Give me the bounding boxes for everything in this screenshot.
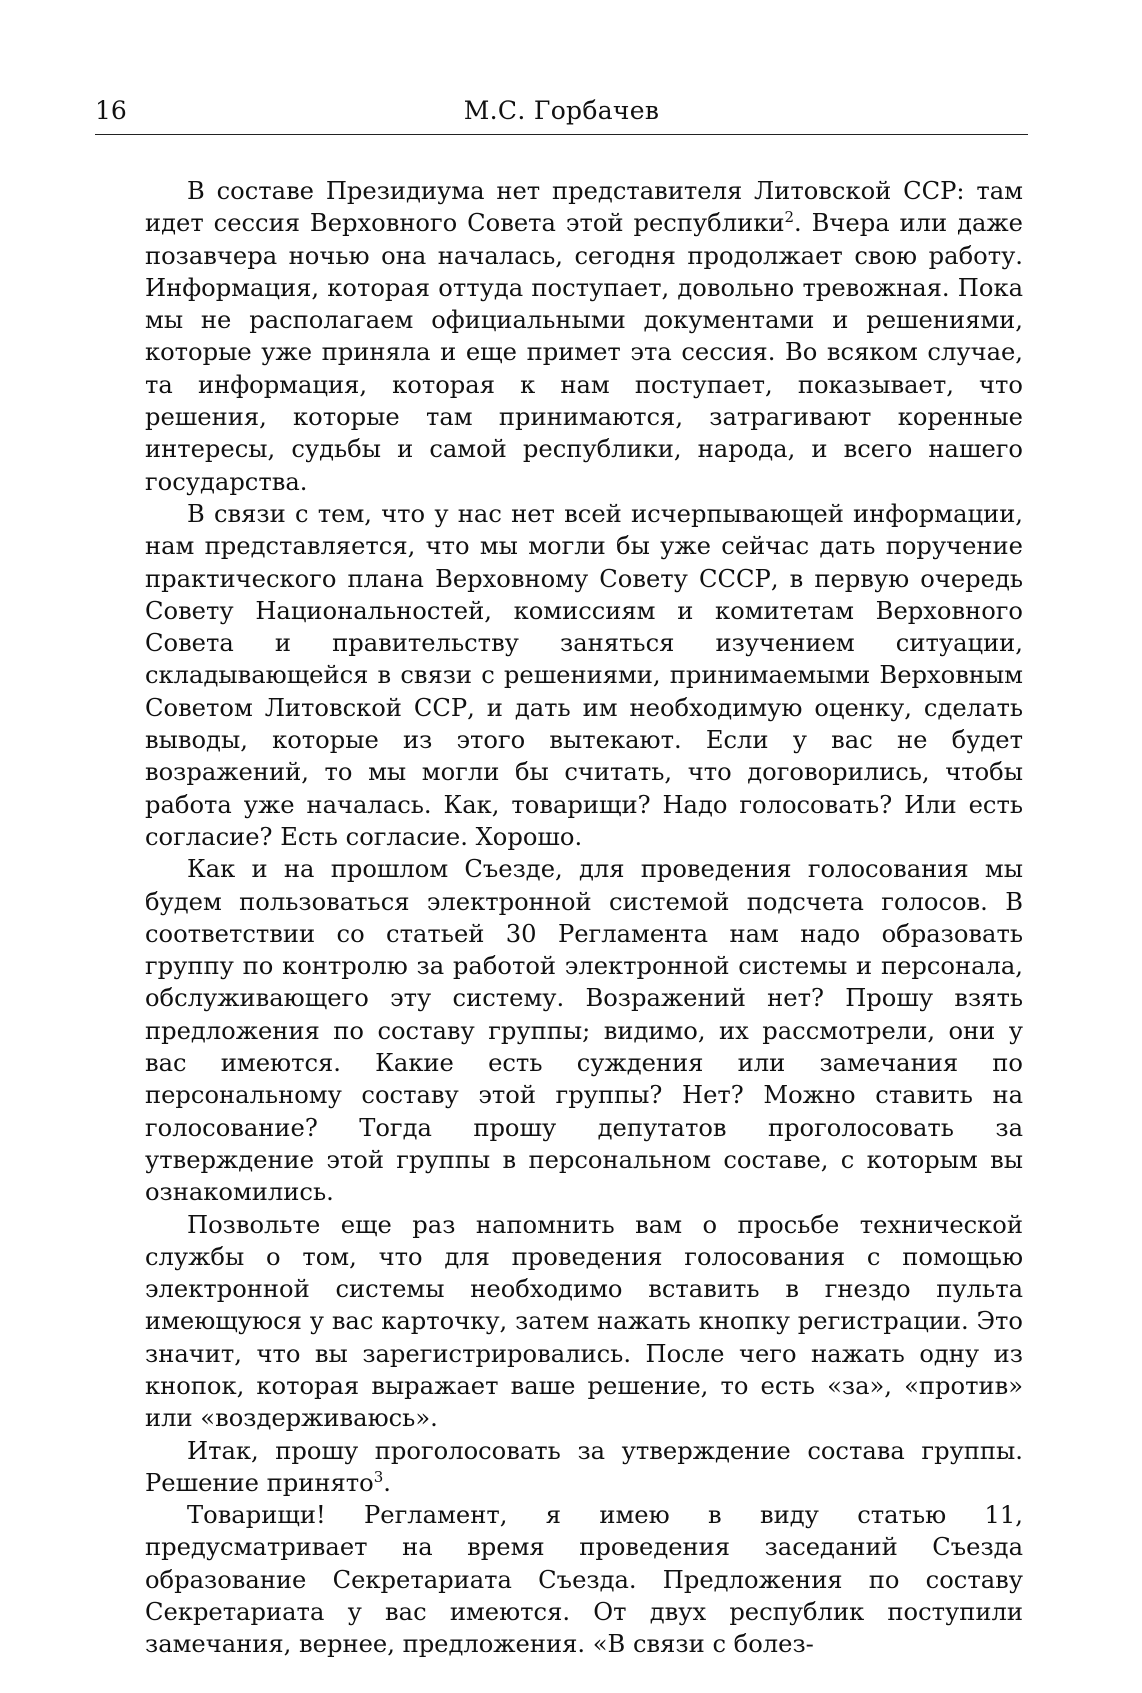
page-number: 16 [95, 96, 127, 125]
paragraph-5-text: Итак, прошу проголосовать за утверждение состава группы. Решение принято [145, 1436, 1023, 1497]
main-text [145, 175, 1023, 1661]
footnote-marker-3[interactable]: 3 [373, 1467, 384, 1486]
paragraph-1 [145, 175, 1023, 498]
paragraph-2: В связи с тем, что у нас нет всей исчерпывающей информации, нам представляется, что мы могли бы уже сейчас дать поручение практического плана Верховному Совету СССР, в первую очередь Совету Национальностей, комиссиям и комитетам Верховного Совета и правительству заняться изучением ситуации, складывающейся в связи с решениями, принимаемыми Верховным Советом Литовской ССР, и дать им необходимую оценку, сделать выводы, которые из этого вытекают. Если у вас не будет возражений, то мы могли бы считать, что договорились, чтобы работа уже началась. Как, товарищи? Надо голосовать? Или есть согласие? Есть согласие. Хорошо. [145, 499, 1023, 851]
paragraph-6: Товарищи! Регламент, я имею в виду статью 11, предусматривает на время проведения заседаний Съезда образование Секретариата Съезда. Предложения по составу Секретариата у вас имеются. От двух республик поступили замечания, вернее, предложения. «В связи с болез- [145, 1501, 1023, 1659]
paragraph-1-text: В составе Президиума нет представителя Литовской ССР: там идет сессия Верховного Совета этой республики [145, 177, 1023, 238]
paragraph-5-text-cont: . [383, 1468, 391, 1497]
paragraph-5 [145, 1435, 1023, 1500]
paragraph-4: Позвольте еще раз напомнить вам о просьбе технической службы о том, что для проведения голосования с помощью электронной системы необходимо вставить в гнездо пульта имеющуюся у вас карточку, затем нажать кнопку регистрации. Это значит, что вы зарегистрировались. После чего нажать одну из кнопок, которая выражает ваше решение, то есть «за», «против» или «воздерживаюсь». [145, 1210, 1023, 1433]
paragraph-1-text-cont: . Вчера или даже позавчера ночью она началась, сегодня продолжает свою работу. Информация, которая оттуда поступает, довольно тревожная. Пока мы не располагаем официальными документами и решениями, которые уже приняла и еще примет эта сессия. Во всяком случае, та информация, которая к нам поступает, показывает, что решения, которые там принимаются, затрагивают коренные интересы, судьбы и самой республики, народа, и всего нашего государства. [145, 209, 1023, 496]
running-title: М.С. Горбачев [463, 96, 660, 125]
footnote-marker-2[interactable]: 2 [784, 208, 794, 227]
paragraph-3: Как и на прошлом Съезде, для проведения голосования мы будем пользоваться электронной системой подсчета голосов. В соответствии со статьей 30 Регламента нам надо образовать группу по контролю за работой электронной системы и персонала, обслуживающего эту систему. Возражений нет? Прошу взять предложения по составу группы; видимо, их рассмотрели, они у вас имеются. Какие есть суждения или замечания по персональному составу этой группы? Нет? Можно ставить на голосование? Тогда прошу депутатов проголосовать за утверждение этой группы в персональном составе, с которым вы ознакомились. [145, 855, 1023, 1207]
page-header [95, 96, 1028, 135]
